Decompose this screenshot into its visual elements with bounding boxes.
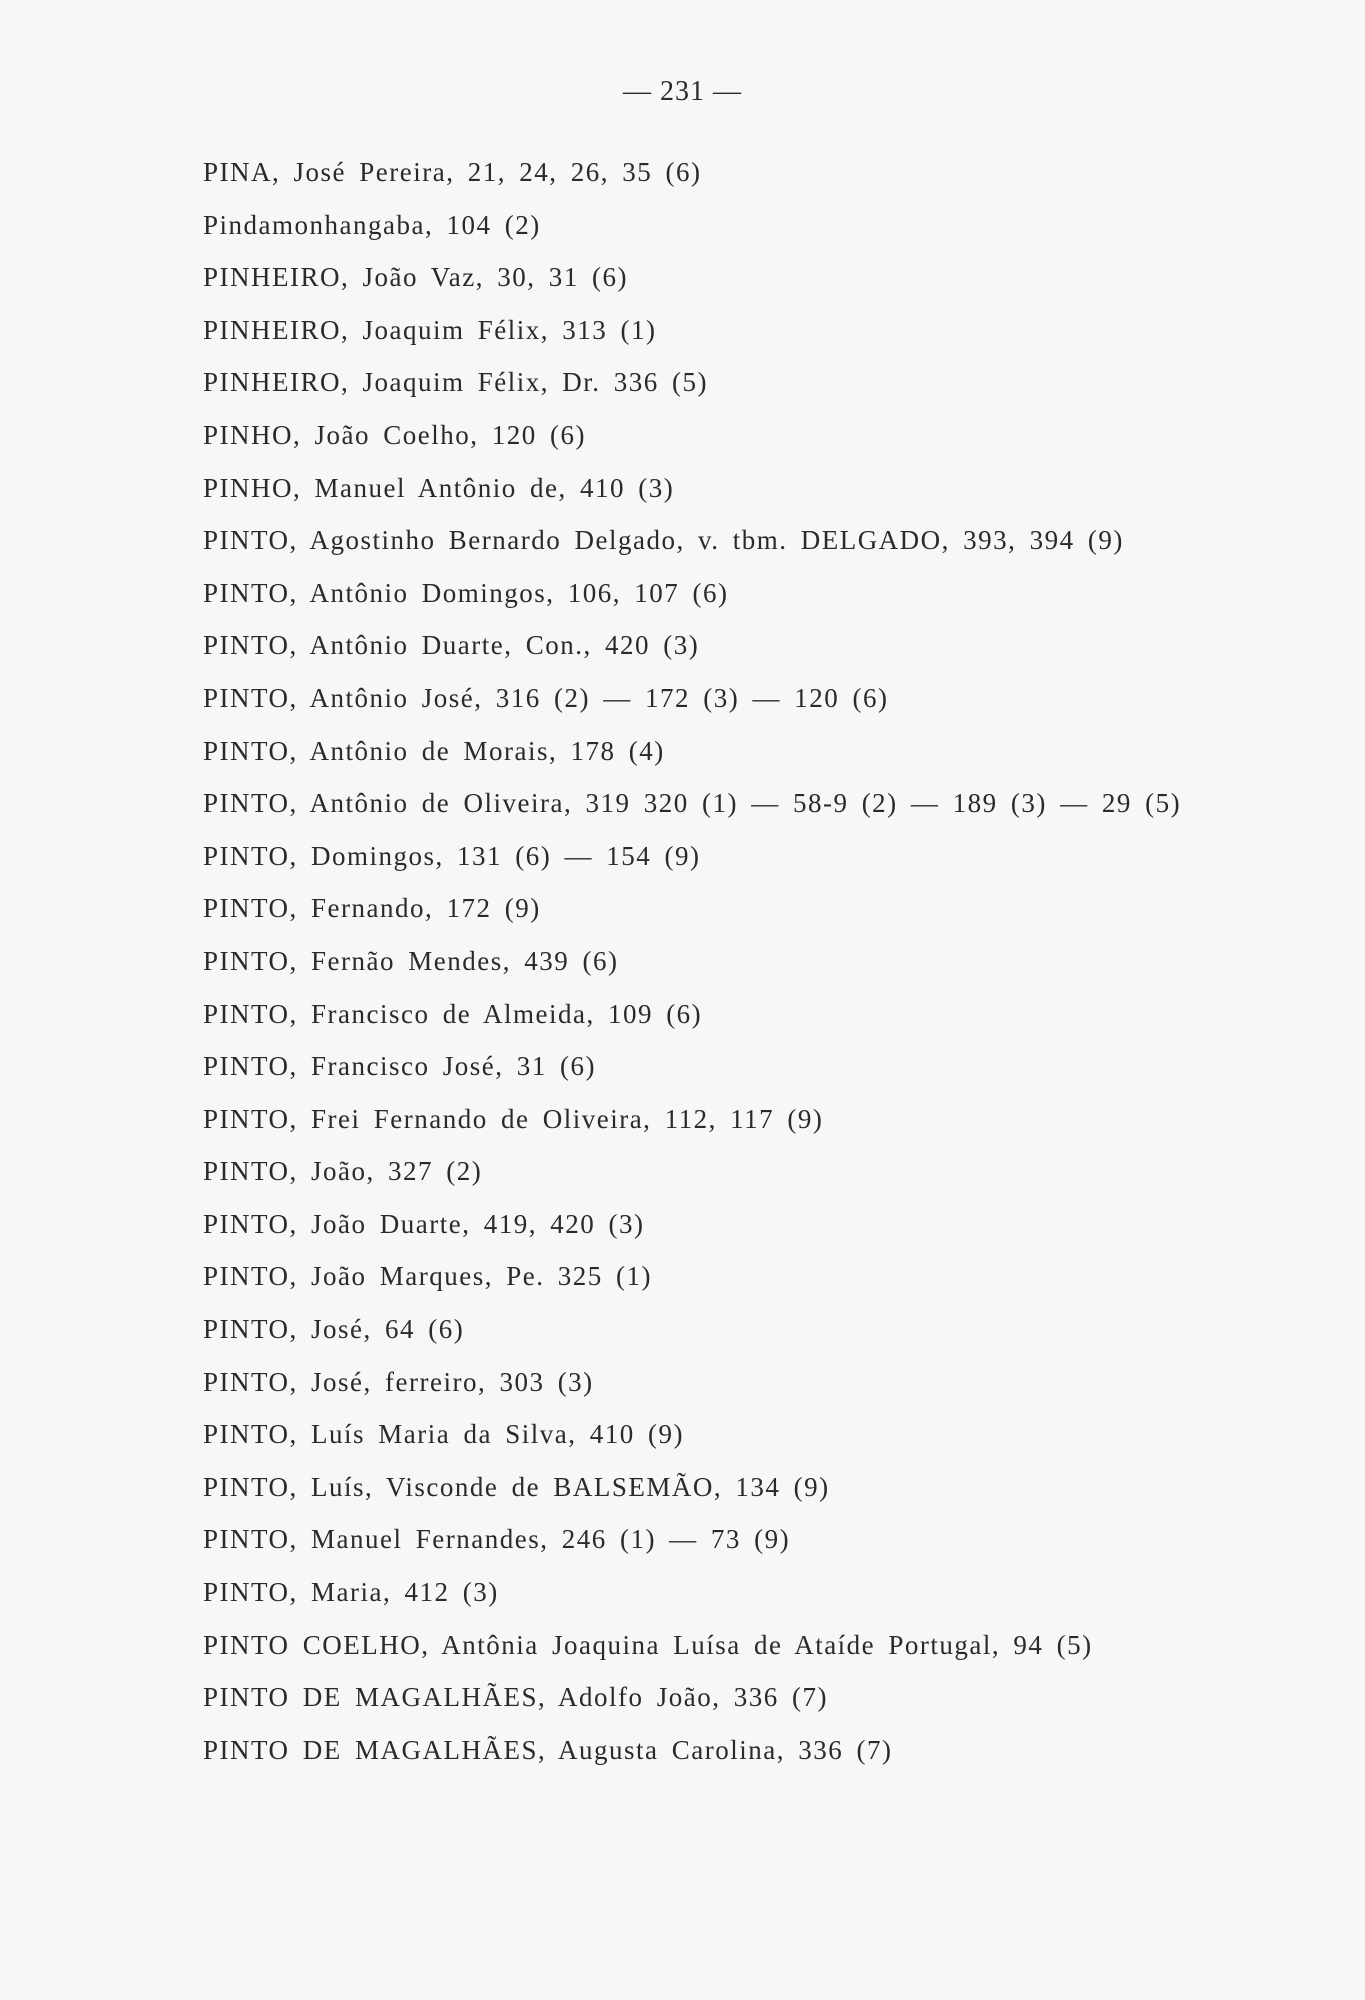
index-entry: PINTO, Francisco de Almeida, 109 (6): [203, 998, 703, 1029]
index-entry: PINTO COELHO, Antônia Joaquina Luísa de Ataíde Portugal, 94 (5): [203, 1629, 1093, 1660]
index-entry: PINTO, Francisco José, 31 (6): [203, 1051, 596, 1082]
index-entry: PINTO, Maria, 412 (3): [203, 1577, 499, 1608]
index-entry: PINHO, Manuel Antônio de, 410 (3): [203, 472, 675, 503]
index-entry: PINTO, Antônio José, 316 (2) — 172 (3) — 120 (6): [203, 682, 889, 713]
index-entry: PINTO, Antônio de Oliveira, 319 320 (1) — 58-9 (2) — 189 (3) — 29 (5): [203, 788, 1182, 819]
index-entry: PINHO, João Coelho, 120 (6): [203, 419, 586, 450]
index-list: [203, 150, 1263, 1780]
index-entry: PINHEIRO, João Vaz, 30, 31 (6): [203, 262, 628, 293]
index-entry: PINTO, Fernando, 172 (9): [203, 893, 541, 924]
index-entry: PINTO, Frei Fernando de Oliveira, 112, 117 (9): [203, 1103, 824, 1134]
index-entry: PINTO DE MAGALHÃES, Augusta Carolina, 336 (7): [203, 1734, 893, 1765]
index-entry: PINTO, Manuel Fernandes, 246 (1) — 73 (9): [203, 1524, 791, 1555]
index-entry: PINTO, Luís Maria da Silva, 410 (9): [203, 1419, 684, 1450]
index-entry: PINTO, Agostinho Bernardo Delgado, v. tbm. DELGADO, 393, 394 (9): [203, 525, 1124, 556]
index-entry: PINTO, Fernão Mendes, 439 (6): [203, 945, 619, 976]
index-entry: PINTO, Antônio Domingos, 106, 107 (6): [203, 577, 729, 608]
index-entry: PINTO, João Marques, Pe. 325 (1): [203, 1261, 652, 1292]
index-entry: PINTO, Luís, Visconde de BALSEMÃO, 134 (9): [203, 1471, 830, 1502]
index-entry: PINTO, Antônio de Morais, 178 (4): [203, 735, 665, 766]
index-entry: PINTO, João Duarte, 419, 420 (3): [203, 1208, 645, 1239]
index-entry: Pindamonhangaba, 104 (2): [203, 209, 541, 240]
index-entry: PINTO, José, ferreiro, 303 (3): [203, 1366, 594, 1397]
index-entry: PINTO, João, 327 (2): [203, 1156, 483, 1187]
index-entry: PINA, José Pereira, 21, 24, 26, 35 (6): [203, 157, 702, 187]
index-entry: PINTO, Domingos, 131 (6) — 154 (9): [203, 840, 701, 871]
index-entry: PINTO, Antônio Duarte, Con., 420 (3): [203, 630, 700, 661]
index-entry: PINHEIRO, Joaquim Félix, Dr. 336 (5): [203, 367, 708, 398]
index-entry: PINHEIRO, Joaquim Félix, 313 (1): [203, 314, 657, 345]
index-entry: PINTO DE MAGALHÃES, Adolfo João, 336 (7): [203, 1682, 828, 1713]
index-entry: PINTO, José, 64 (6): [203, 1314, 465, 1345]
page-number: — 231 —: [623, 76, 742, 107]
